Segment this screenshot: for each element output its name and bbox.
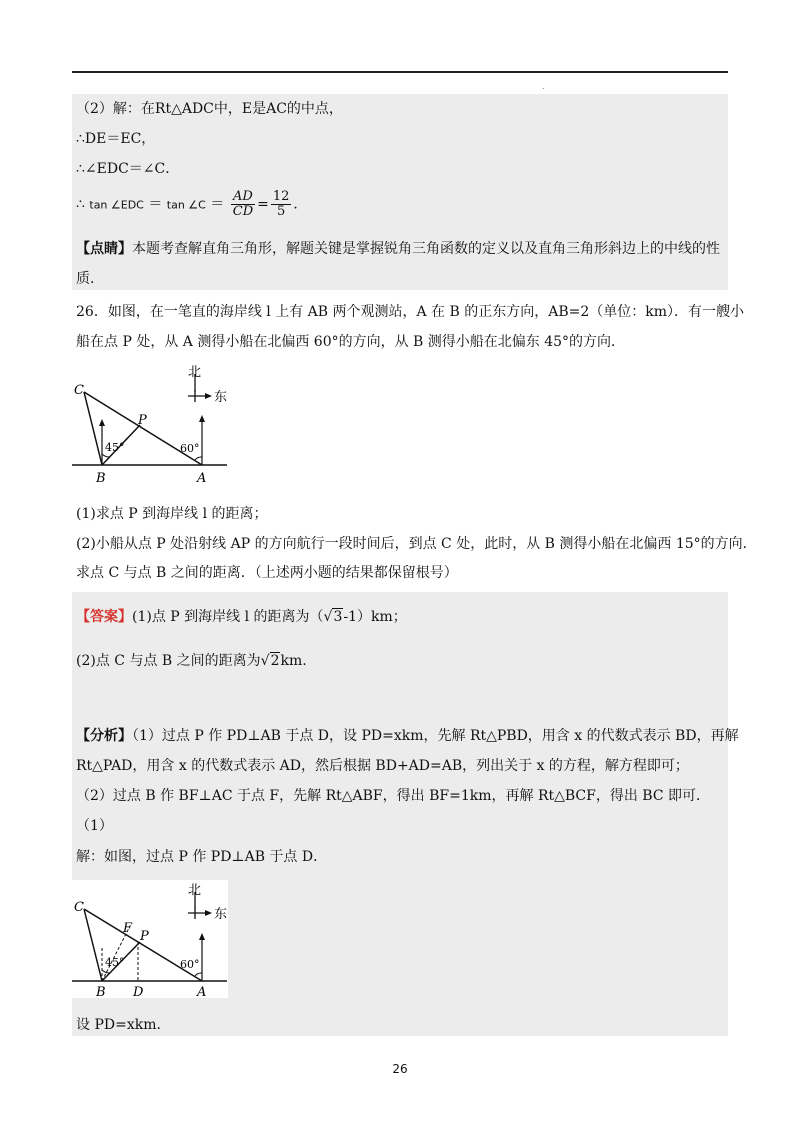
label-60: 60°	[180, 958, 200, 971]
label-c: C	[74, 900, 84, 915]
solution-line-1: （2）解：在Rt△ADC中，E是AC的中点，	[76, 101, 343, 117]
label-45: 45°	[105, 956, 125, 969]
frac-den: CD	[232, 204, 254, 219]
analysis-line-2: Rt△PAD，用含 x 的代数式表示 AD，然后根据 BD+AD=AB，列出关于 x 的方程，解方程即可；	[76, 758, 689, 774]
header-mark: .	[542, 82, 545, 91]
label-p: P	[138, 413, 147, 428]
analysis-text: （1）过点 P 作 PD⊥AB 于点 D，设 PD=xkm，先解 Rt△PBD，用含 x 的代数式表示 BD，再解	[132, 728, 739, 744]
segment-cb	[84, 392, 102, 465]
answer-2-text: (2)点 C 与点 B 之间的距离为	[76, 653, 261, 669]
tan-c: tan ∠C	[166, 198, 206, 212]
frac-den: 5	[276, 204, 286, 219]
radicand: 2	[270, 653, 280, 669]
answer-line-2	[76, 652, 307, 670]
final-line: 设 PD=xkm．	[76, 1017, 171, 1033]
fraction-12-5	[271, 190, 292, 219]
equals-sign: ＝	[210, 196, 225, 213]
comment-tag: 【点睛】	[76, 241, 132, 257]
label-f: F	[123, 921, 133, 936]
question-2b: 求点 C 与点 B 之间的距离．（上述两小题的结果都保留根号）	[76, 565, 458, 581]
label-d: D	[133, 985, 144, 998]
therefore-sign: ∴	[76, 196, 85, 213]
answer-1-text: (1)点 P 到海岸线 l 的距离为（	[132, 609, 324, 625]
problem-line-2: 船在点 P 处，从 A 测得小船在北偏西 60°的方向，从 B 测得小船在北偏东 45°的方向．	[76, 334, 626, 350]
answer-tag: 【答案】	[76, 609, 132, 625]
solution-line-4: ∴ tan ∠EDC ＝ tan ∠C ＝ $\frac{AD}{CD}$ = $\frac{12}{5}$ ．	[76, 189, 308, 219]
frac-num: AD	[231, 190, 255, 205]
comment-text: 本题考查解直角三角形，解题关键是掌握锐角三角函数的定义以及直角三角形斜边上的中线的性	[132, 241, 720, 257]
label-east: 东	[214, 390, 228, 405]
arrow-icon	[99, 419, 105, 426]
solution-line-2: ∴DE＝EC，	[76, 131, 156, 147]
label-a: A	[197, 985, 207, 998]
label-60: 60°	[180, 442, 200, 455]
label-c: C	[74, 383, 84, 398]
analysis-tag: 【分析】	[76, 728, 132, 744]
analysis-line-5: 解：如图，过点 P 作 PD⊥AB 于点 D．	[76, 849, 328, 865]
equals-sign: ＝	[148, 196, 163, 213]
analysis-line-4: （1）	[76, 818, 113, 834]
label-b: B	[96, 985, 106, 998]
tan-edc: tan ∠EDC	[89, 198, 144, 212]
arrow-right-icon	[205, 393, 212, 399]
figure-1	[72, 362, 232, 492]
sqrt-3: √3	[323, 609, 343, 625]
analysis-line-1	[76, 727, 739, 745]
question-1: (1)求点 P 到海岸线 l 的距离；	[76, 506, 268, 522]
label-b: B	[96, 471, 106, 486]
label-45: 45°	[105, 441, 125, 454]
solution-line-3: ∴∠EDC＝∠C．	[76, 161, 180, 177]
figure-2	[72, 880, 228, 998]
answer-1-end: -1）km；	[343, 609, 407, 625]
angle-arc	[102, 454, 110, 457]
problem-line-1: 26．如图，在一笔直的海岸线 l 上有 AB 两个观测站，A 在 B 的正东方向，AB=2（单位：km）．有一艘小	[76, 304, 745, 320]
comment-line-1	[76, 240, 720, 258]
sqrt-2: √2	[260, 653, 280, 669]
frac-num: 12	[272, 189, 290, 204]
label-a: A	[197, 471, 207, 486]
answer-line-1	[76, 608, 407, 626]
header-rule	[72, 71, 728, 73]
label-east: 东	[214, 907, 228, 922]
analysis-line-3: （2）过点 B 作 BF⊥AC 于点 F，先解 Rt△ABF，得出 BF=1km，再解 Rt△BCF，得出 BC 即可．	[76, 788, 711, 804]
label-north: 北	[188, 883, 202, 898]
comment-line-2: 质．	[76, 271, 104, 287]
label-north: 北	[188, 365, 202, 380]
radicand: 3	[333, 609, 343, 625]
angle-arc	[195, 457, 202, 460]
label-p: P	[140, 929, 149, 944]
period: ．	[293, 196, 308, 213]
arrow-icon	[199, 415, 205, 422]
question-2a: (2)小船从点 P 处沿射线 AP 的方向航行一段时间后，到点 C 处，此时，从 B 测得小船在北偏西 15°的方向．	[76, 536, 757, 552]
page-number: 26	[392, 1062, 408, 1076]
answer-2-end: km.	[280, 653, 307, 669]
fraction-ad-cd	[231, 190, 255, 219]
